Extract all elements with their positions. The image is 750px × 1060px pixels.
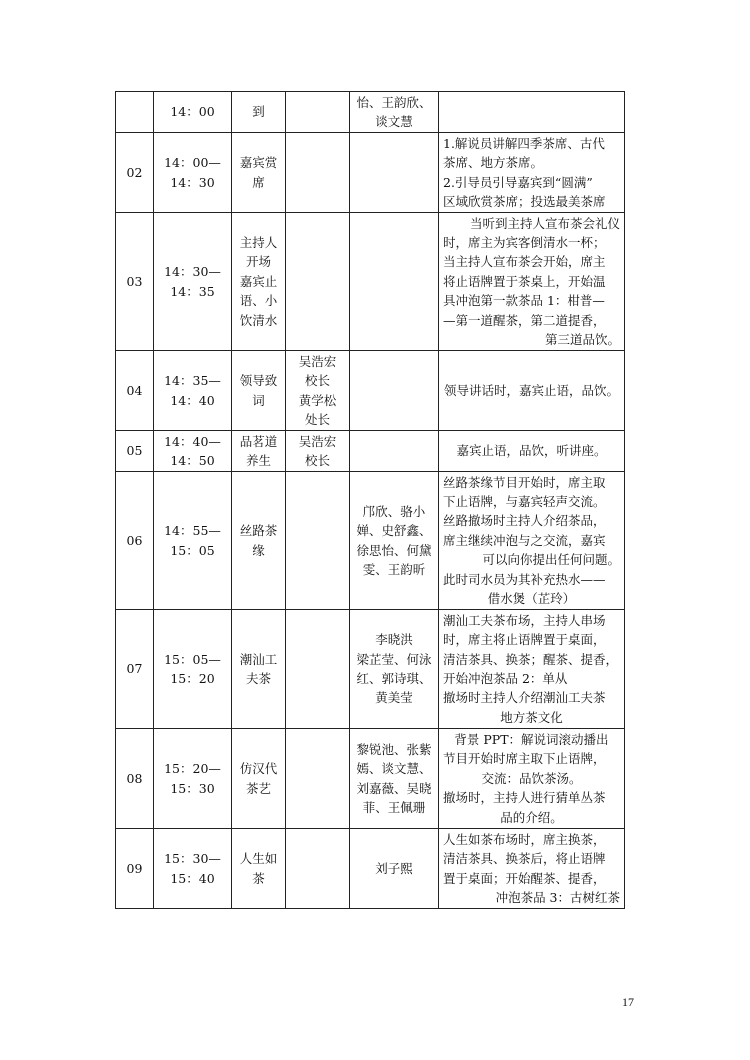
notes-cell: [439, 729, 625, 829]
cell-line: 黄美莹: [375, 690, 413, 706]
cell-line: 15：20—: [164, 761, 221, 777]
time-cell: [154, 472, 232, 610]
cell-line: 雯、王韵昕: [362, 561, 426, 577]
time-cell: [154, 610, 232, 729]
cell-line: 可以向你提出任何问题。: [482, 552, 620, 568]
row-number-cell: 06: [116, 472, 154, 610]
cell-line: 当主持人宣布茶会开始，席主: [443, 254, 606, 270]
notes-cell: [439, 213, 625, 351]
cell-line: 茶艺: [245, 780, 271, 796]
time-cell: [154, 133, 232, 213]
cell-line: 席: [252, 174, 265, 190]
row-number-cell: [116, 92, 154, 133]
cell-line: 借水煲（芷玲）: [487, 591, 576, 607]
cell-line: 将止语牌置于茶桌上，开始温: [443, 273, 606, 289]
guest-cell: [286, 213, 350, 351]
cell-line: 领导致: [239, 373, 278, 389]
cell-line: 1.解说员讲解四季茶席、古代: [443, 135, 605, 151]
performer-cell: [350, 729, 439, 829]
cell-line: 缘: [252, 542, 265, 558]
cell-line: 清洁茶具、换茶；醒茶、提香，: [443, 651, 619, 667]
cell-line: 15：05: [170, 542, 215, 558]
cell-line: 14：55—: [164, 523, 221, 539]
cell-line: 黎锐池、张紫: [356, 741, 432, 757]
program-cell: [232, 610, 286, 729]
program-cell: [232, 351, 286, 431]
cell-line: 养生: [245, 453, 271, 468]
cell-line: 节目开始时席主取下止语牌，: [443, 751, 606, 767]
cell-line: 谈文慧: [375, 114, 413, 129]
notes-cell: [439, 610, 625, 729]
cell-line: 冲泡茶品 3：古树红茶: [495, 889, 620, 905]
cell-line: 第三道品饮。: [544, 332, 620, 348]
cell-line: 丝路撤场时主持人介绍茶品，: [443, 513, 606, 529]
cell-line: 15：05—: [164, 651, 221, 667]
cell-line: 14：00—: [164, 155, 221, 171]
guest-cell: [286, 351, 350, 431]
notes-cell: [439, 92, 625, 133]
program-cell: [232, 133, 286, 213]
cell-line: 撤场时，主持人进行猜单丛茶: [443, 790, 606, 806]
performer-cell: [350, 829, 439, 909]
cell-line: 刘嘉薇、吴晓: [356, 780, 432, 796]
time-cell: [154, 351, 232, 431]
performer-cell: [350, 92, 439, 133]
cell-line: 主持人: [239, 234, 278, 250]
table-row: [116, 351, 625, 431]
performer-cell: [350, 133, 439, 213]
cell-line: 饮清水: [239, 312, 278, 328]
schedule-table: [115, 91, 625, 909]
cell-line: 当听到主持人宣布茶会礼仪: [469, 215, 620, 231]
cell-line: 词: [252, 392, 265, 408]
page-number: 17: [622, 995, 634, 1009]
cell-line: 此时司水员为其补充热水——: [443, 571, 606, 587]
cell-line: 交流：品饮茶汤。: [481, 770, 582, 786]
notes-cell: [439, 351, 625, 431]
table-row: [116, 213, 625, 351]
cell-line: 嘉宾赏: [239, 155, 278, 171]
cell-line: 14：35—: [164, 373, 221, 389]
table-row: [116, 472, 625, 610]
time-cell: [154, 92, 232, 133]
guest-cell: [286, 472, 350, 610]
time-cell: [154, 431, 232, 472]
cell-line: 领导讲话时，嘉宾止语，品饮。: [443, 382, 619, 398]
cell-line: 下止语牌，与嘉宾轻声交流。: [443, 493, 606, 509]
table-row: [116, 829, 625, 909]
performer-cell: [350, 431, 439, 472]
performer-cell: [350, 351, 439, 431]
cell-line: 丝路茶: [239, 523, 278, 539]
cell-line: 开始冲泡茶品 2：单从: [443, 671, 568, 686]
row-number-cell: 04: [116, 351, 154, 431]
cell-line: 品茗道: [239, 433, 278, 449]
cell-line: 丝路茶缘节目开始时，席主取: [443, 474, 606, 490]
cell-line: 人生如茶布场时，席主换茶，: [443, 831, 606, 847]
cell-line: 14：00: [170, 104, 215, 120]
cell-line: 15：30—: [164, 851, 221, 867]
table-row: [116, 133, 625, 213]
cell-line: 嘉宾止: [239, 273, 278, 289]
cell-line: 黄学松: [298, 392, 337, 408]
guest-cell: [286, 610, 350, 729]
notes-cell: [439, 472, 625, 610]
row-number-cell: 08: [116, 729, 154, 829]
cell-line: 14：50: [170, 453, 215, 468]
cell-line: 茶席、地方茶席。: [443, 155, 544, 171]
cell-line: 开场: [245, 254, 271, 270]
row-number-cell: 09: [116, 829, 154, 909]
cell-line: 时，席主将止语牌置于桌面，: [443, 632, 606, 648]
cell-line: 撤场时主持人介绍潮汕工夫茶: [443, 690, 606, 706]
program-cell: [232, 92, 286, 133]
cell-line: 14：30: [170, 174, 215, 190]
cell-line: 处长: [304, 411, 330, 427]
table-row: [116, 92, 625, 133]
cell-line: 时，席主为宾客倒清水一杯；: [443, 234, 606, 250]
guest-cell: [286, 92, 350, 133]
table-row: [116, 610, 625, 729]
program-cell: [232, 472, 286, 610]
cell-line: 到: [252, 104, 265, 120]
cell-line: 刘子熙: [375, 860, 413, 876]
cell-line: 嘉宾止语，品饮，听讲座。: [456, 443, 607, 459]
cell-line: 品的介绍。: [500, 809, 563, 825]
cell-line: 怡、王韵欣、: [356, 94, 432, 110]
performer-cell: [350, 472, 439, 610]
guest-cell: [286, 431, 350, 472]
program-cell: [232, 829, 286, 909]
program-cell: [232, 729, 286, 829]
cell-line: 仿汉代: [239, 761, 278, 777]
cell-line: 具冲泡第一款茶品 1：柑普—: [443, 293, 605, 309]
cell-line: 茶: [252, 870, 265, 886]
cell-line: 婵、史舒鑫、: [356, 523, 432, 539]
cell-line: 吴浩宏: [298, 433, 337, 449]
cell-line: 清洁茶具、换茶后，将止语牌: [443, 851, 606, 867]
cell-line: 潮汕工: [239, 651, 278, 667]
table-row: [116, 729, 625, 829]
guest-cell: [286, 829, 350, 909]
cell-line: 菲、王佩珊: [362, 799, 426, 815]
row-number-cell: 05: [116, 431, 154, 472]
guest-cell: [286, 729, 350, 829]
cell-line: 吴浩宏: [298, 353, 337, 369]
cell-line: 15：20: [170, 671, 215, 686]
cell-line: 2.引导员引导嘉宾到“圆满”: [443, 174, 593, 190]
row-number-cell: 03: [116, 213, 154, 351]
table-row: [116, 431, 625, 472]
cell-line: 14：40: [170, 392, 215, 408]
cell-line: 15：40: [170, 870, 215, 886]
cell-line: 席主继续冲泡与之交流，嘉宾: [443, 532, 606, 548]
cell-line: 梁芷莹、何泳: [356, 651, 432, 667]
cell-line: 嫣、谈文慧、: [356, 761, 432, 777]
cell-line: 15：30: [170, 780, 215, 796]
time-cell: [154, 829, 232, 909]
cell-line: 背景 PPT：解说词滚动播出: [454, 731, 609, 747]
cell-line: 校长: [304, 373, 330, 389]
cell-line: 潮汕工夫茶布场，主持人串场: [443, 612, 606, 628]
performer-cell: [350, 610, 439, 729]
schedule-body: [116, 92, 625, 909]
cell-line: 语、小: [239, 293, 278, 309]
cell-line: 地方茶文化: [500, 709, 563, 725]
notes-cell: [439, 431, 625, 472]
guest-cell: [286, 133, 350, 213]
cell-line: 红、郭诗琪、: [356, 671, 432, 686]
performer-cell: [350, 213, 439, 351]
cell-line: 14：35: [170, 283, 215, 299]
cell-line: 区域欣赏茶席；投选最美茶席: [443, 193, 606, 209]
notes-cell: [439, 829, 625, 909]
cell-line: 置于桌面；开始醒茶、提香，: [443, 870, 606, 886]
cell-line: 14：40—: [164, 433, 221, 449]
cell-line: 夫茶: [245, 671, 271, 686]
cell-line: 人生如: [239, 851, 278, 867]
program-cell: [232, 213, 286, 351]
program-cell: [232, 431, 286, 472]
time-cell: [154, 729, 232, 829]
notes-cell: [439, 133, 625, 213]
cell-line: 徐思怡、何黛: [356, 542, 432, 558]
cell-line: 14：30—: [164, 264, 221, 280]
cell-line: 李晓洪: [375, 632, 413, 648]
time-cell: [154, 213, 232, 351]
cell-line: 邝欣、骆小: [362, 503, 426, 519]
cell-line: —第一道醒茶，第二道提香，: [443, 312, 606, 328]
row-number-cell: 02: [116, 133, 154, 213]
cell-line: 校长: [304, 453, 330, 468]
row-number-cell: 07: [116, 610, 154, 729]
